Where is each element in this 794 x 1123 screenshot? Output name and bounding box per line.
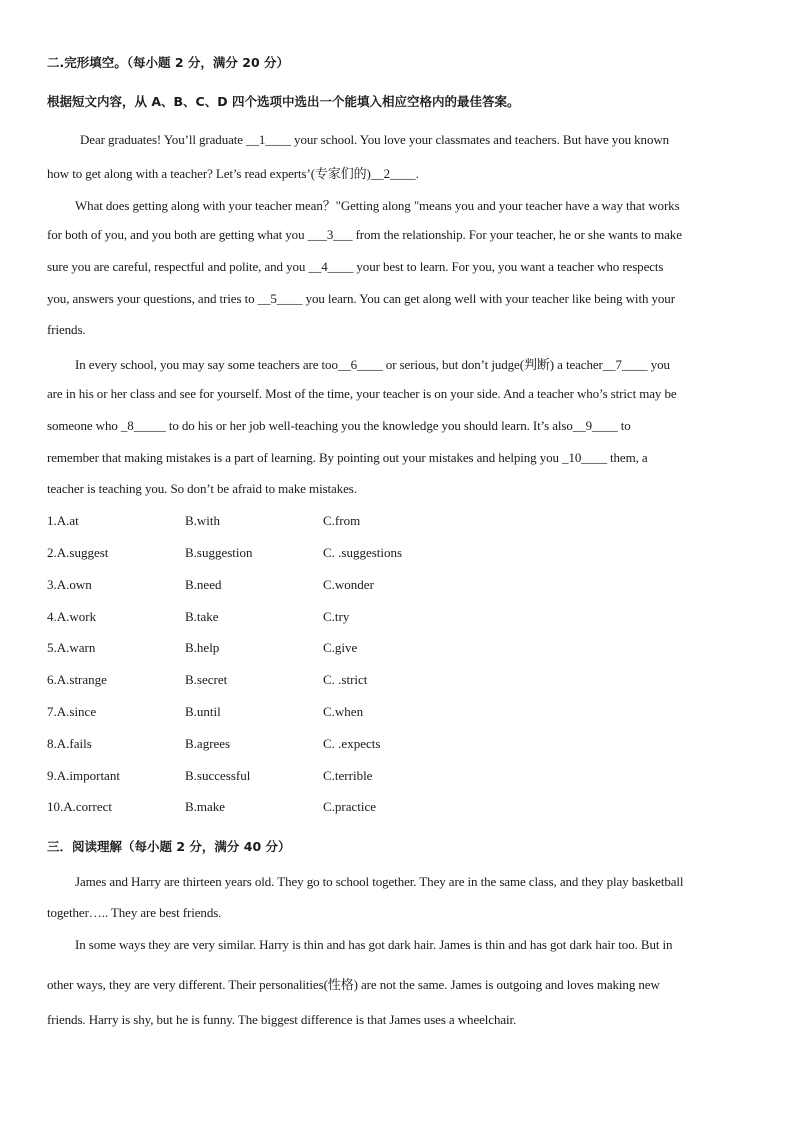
option-a: 6.A.strange: [47, 672, 107, 687]
option-c: C.when: [323, 704, 364, 719]
option-c: C.wonder: [323, 577, 374, 592]
passage-line: someone who _8_____ to do his or her job well-teaching you the knowledge you should learn. It’s also__9____ to: [47, 418, 631, 433]
passage-line: Dear graduates! You’ll graduate __1____ your school. You love your classmates and teachers. But have you known: [80, 132, 670, 147]
section3-heading: 三．阅读理解（每小题 2 分，满分 40 分）: [47, 839, 291, 854]
option-a: 2.A.suggest: [47, 545, 109, 560]
passage-line: friends. Harry is shy, but he is funny. The biggest difference is that James uses a wheelchair.: [47, 1012, 517, 1027]
option-c: C. .expects: [323, 736, 381, 751]
option-c: C.give: [323, 640, 358, 655]
passage-line: teacher is teaching you. So don’t be afraid to make mistakes.: [47, 481, 357, 496]
option-a: 5.A.warn: [47, 640, 96, 655]
passage-line: you, answers your questions, and tries to __5____ you learn. You can get along well with your teacher like being with your: [47, 291, 675, 306]
passage-line: James and Harry are thirteen years old. They go to school together. They are in the same class, and they play basketball: [75, 874, 684, 889]
option-b: B.until: [185, 704, 221, 719]
passage-line: other ways, they are very different. Their personalities(性格) are not the same. James is outgoing and loves making new: [47, 977, 660, 992]
passage-line: remember that making mistakes is a part of learning. By pointing out your mistakes and helping you _10____ them, a: [47, 450, 648, 465]
option-c: C. .suggestions: [323, 545, 403, 560]
section2-instruction: 根据短文内容，从 A、B、C、D 四个选项中选出一个能填入相应空格内的最佳答案。: [47, 94, 520, 109]
option-b: B.make: [185, 799, 226, 814]
option-a: 9.A.important: [47, 768, 120, 783]
passage-line: together….. They are best friends.: [47, 905, 222, 920]
option-a: 8.A.fails: [47, 736, 92, 751]
option-c: C.terrible: [323, 768, 373, 783]
option-a: 3.A.own: [47, 577, 92, 592]
option-b: B.help: [185, 640, 220, 655]
passage-line: friends.: [47, 322, 86, 337]
option-b: B.with: [185, 513, 221, 528]
option-b: B.suggestion: [185, 545, 253, 560]
passage-line: how to get along with a teacher? Let’s read experts’(专家们的)__2____.: [47, 166, 419, 181]
option-c: C.practice: [323, 799, 377, 814]
option-b: B.take: [185, 609, 219, 624]
option-a: 4.A.work: [47, 609, 97, 624]
option-b: B.secret: [185, 672, 228, 687]
passage-line: In every school, you may say some teachers are too__6____ or serious, but don’t judge(判断) a teacher__7____ you: [75, 357, 670, 372]
option-a: 1.A.at: [47, 513, 79, 528]
section2-heading: 二.完形填空。（每小题 2 分，满分 20 分）: [47, 55, 289, 70]
passage-line: In some ways they are very similar. Harry is thin and has got dark hair. James is thin and has got dark hair too. But in: [75, 937, 673, 952]
passage-line: What does getting along with your teacher mean？"Getting along "means you and your teacher have a way that works: [75, 198, 680, 213]
option-a: 10.A.correct: [47, 799, 112, 814]
option-b: B.agrees: [185, 736, 231, 751]
passage-line: are in his or her class and see for yourself. Most of the time, your teacher is on your side. And a teacher who’s strict may be: [47, 386, 677, 401]
option-c: C. .strict: [323, 672, 368, 687]
option-b: B.successful: [185, 768, 251, 783]
passage-line: sure you are careful, respectful and polite, and you __4____ your best to learn. For you, you want a teacher who respects: [47, 259, 664, 274]
option-a: 7.A.since: [47, 704, 97, 719]
option-c: C.from: [323, 513, 361, 528]
option-c: C.try: [323, 609, 350, 624]
option-b: B.need: [185, 577, 222, 592]
passage-line: for both of you, and you both are getting what you ___3___ from the relationship. For your teacher, he or she wants to make: [47, 227, 682, 242]
